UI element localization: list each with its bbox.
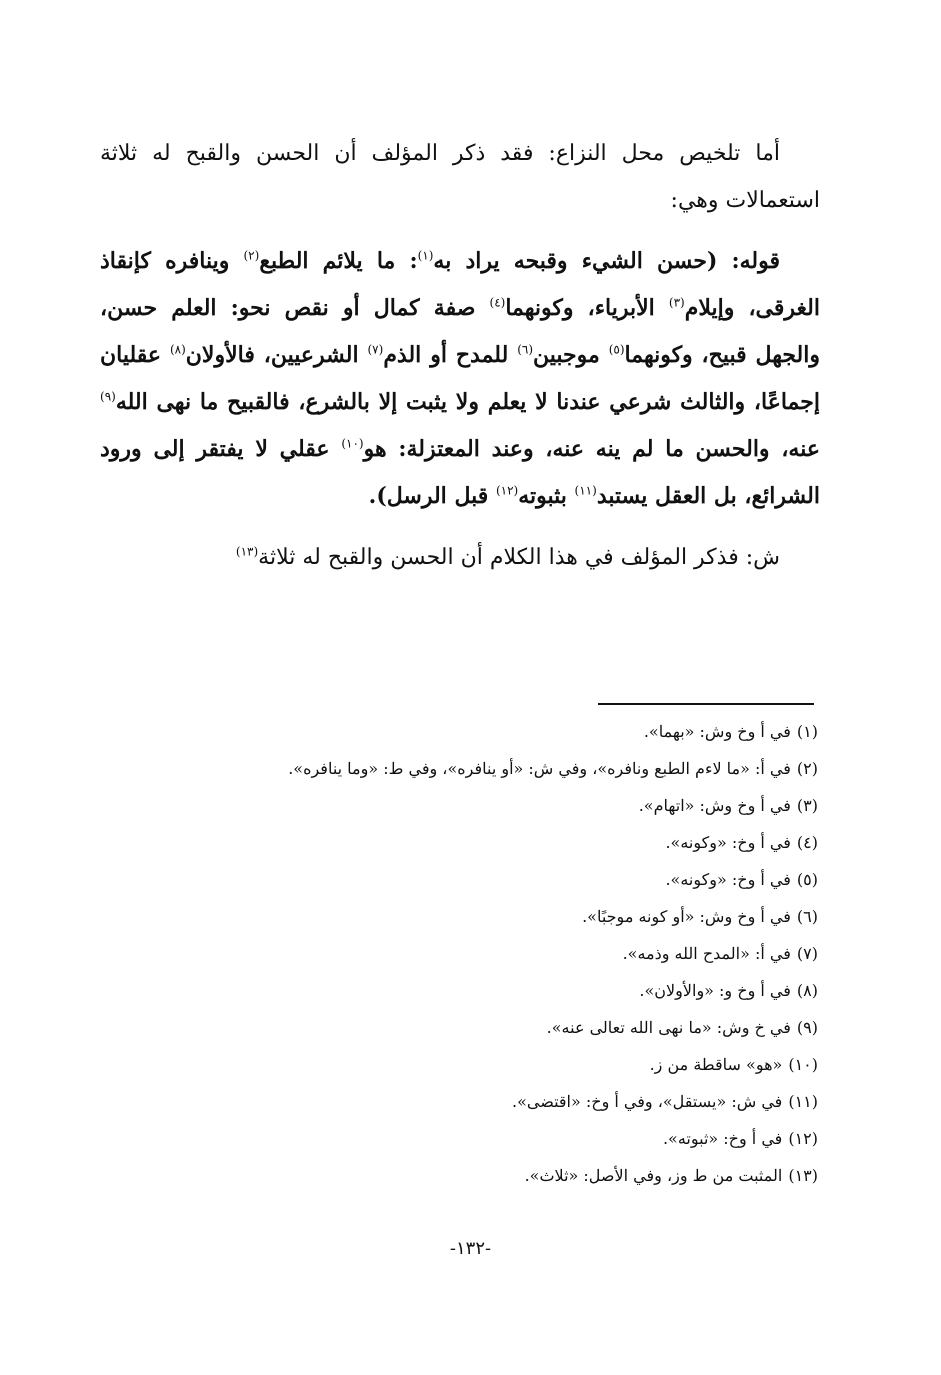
quote-segment: عقلي لا يفتقر إلى ورود الشرائع، بل العقل يستبد [100,436,820,509]
footnotes-list [288,713,818,1194]
footnote-text: في أ: «المدح الله وذمه». [622,944,791,963]
quote-segment: قبل الرسل [386,483,496,509]
footnote-item [330,1083,818,1120]
footnote-number: (٤) [796,833,818,852]
footnote-number: (٨) [796,981,818,1000]
footnote-item [330,935,818,972]
footnote-ref[interactable]: (٤) [489,295,506,310]
footnote-item [330,861,818,898]
footnote-ref[interactable]: (١) [417,248,434,263]
footnote-text: في خ وش: «ما نهى الله تعالى عنه». [546,1018,791,1037]
footnote-item [330,1120,818,1157]
footnote-ref[interactable]: (٦) [517,342,534,357]
footnote-number: (٥) [796,870,818,889]
footnote-item [330,1157,818,1194]
quote-end: ). [368,483,387,509]
footnote-text: في أ وخ وش: «اتهام». [638,796,791,815]
footnote-text: في أ وخ و: «والأولان». [639,981,791,1000]
footnote-text: في أ: «ما لاءم الطبع ونافره»، وفي ش: «أو ينافره»، وفي ط: «وما ينافره». [288,759,791,778]
footnote-item [330,1009,818,1046]
quote-segment: موجبين [533,342,609,368]
footnote-text: في أ وخ: «ثبوته». [662,1129,783,1148]
footnote-divider [598,703,814,705]
footnote-text: «هو» ساقطة من ز. [649,1055,783,1074]
quote-segment: : ما يلائم الطبع [259,248,418,274]
intro-text: أما تلخيص محل النزاع: فقد ذكر المؤلف أن الحسن والقبح له ثلاثة استعمالات وهي: [100,141,820,213]
main-text [100,130,820,595]
commentary-text: فذكر المؤلف في هذا الكلام أن الحسن والقبح له ثلاثة [258,545,739,570]
footnote-ref[interactable]: (١٣) [235,544,259,559]
quote-segment: بثبوته [518,483,575,509]
footnote-ref[interactable]: (٩) [100,389,116,404]
footnote-item [330,972,818,1009]
footnote-number: (٢) [796,759,818,778]
footnote-item [330,1046,818,1083]
footnote-text: في أ وخ وش: «بهما». [643,722,791,741]
footnote-text: في أ وخ: «وكونه». [665,870,791,889]
footnote-ref[interactable]: (٧) [367,342,384,357]
footnote-ref[interactable]: (١٠) [341,436,364,451]
footnote-item [330,787,818,824]
quote-segment: للمدح أو الذم [383,342,518,368]
intro-paragraph [100,130,820,224]
footnote-number: (٣) [796,796,818,815]
footnote-number: (١٠) [788,1055,818,1074]
footnote-text: في ش: «يستقل»، وفي أ وخ: «اقتضى». [511,1092,783,1111]
footnote-ref[interactable]: (٢) [243,248,260,263]
footnote-number: (٧) [796,944,818,963]
page-number: -١٣٢- [449,1238,492,1259]
quote-segment: عنه، والحسن ما لم ينه عنه، وعند المعتزلة: هو [363,436,820,462]
footnote-number: (١) [796,722,818,741]
footnote-item [330,824,818,861]
quote-segment: الشرعيين، فالأولان [185,342,368,368]
commentary-paragraph [100,534,820,581]
footnote-item [330,898,818,935]
quote-segment: وينافره كإنقاذ الغرقى، وإيلام [100,248,820,321]
footnote-number: (٩) [796,1018,818,1037]
quoted-statement-paragraph [100,238,820,520]
footnote-ref[interactable]: (٣) [668,295,685,310]
quote-segment: حسن الشيء وقبحه يراد به [433,248,707,274]
footnote-text: المثبت من ط وز، وفي الأصل: «ثلاث». [524,1166,783,1185]
quote-segment: عقليان إجماعًا، والثالث شرعي عندنا لا يعلم ولا يثبت إلا بالشرع، فالقبيح ما نهى الله [100,342,820,415]
footnote-ref[interactable]: (٨) [169,342,186,357]
quote-lead: قوله: ( [706,248,780,274]
footnote-item [330,713,818,750]
commentary-lead: ش: [738,545,780,570]
quote-segment: الأبرياء، وكونهما [505,295,669,321]
footnote-number: (١١) [788,1092,818,1111]
footnote-ref[interactable]: (١٢) [495,483,519,498]
footnote-text: في أ وخ: «وكونه». [665,833,791,852]
quote-segment: صفة كمال أو نقص نحو: العلم حسن، والجهل قبيح، وكونهما [100,295,820,368]
footnote-number: (١٣) [788,1166,818,1185]
footnote-number: (٦) [796,907,818,926]
footnote-text: في أ وخ وش: «أو كونه موجبًا». [582,907,791,926]
footnote-ref[interactable]: (١١) [574,483,597,498]
footnote-number: (١٢) [788,1129,818,1148]
footnote-item [288,750,818,787]
footnote-ref[interactable]: (٥) [608,342,625,357]
